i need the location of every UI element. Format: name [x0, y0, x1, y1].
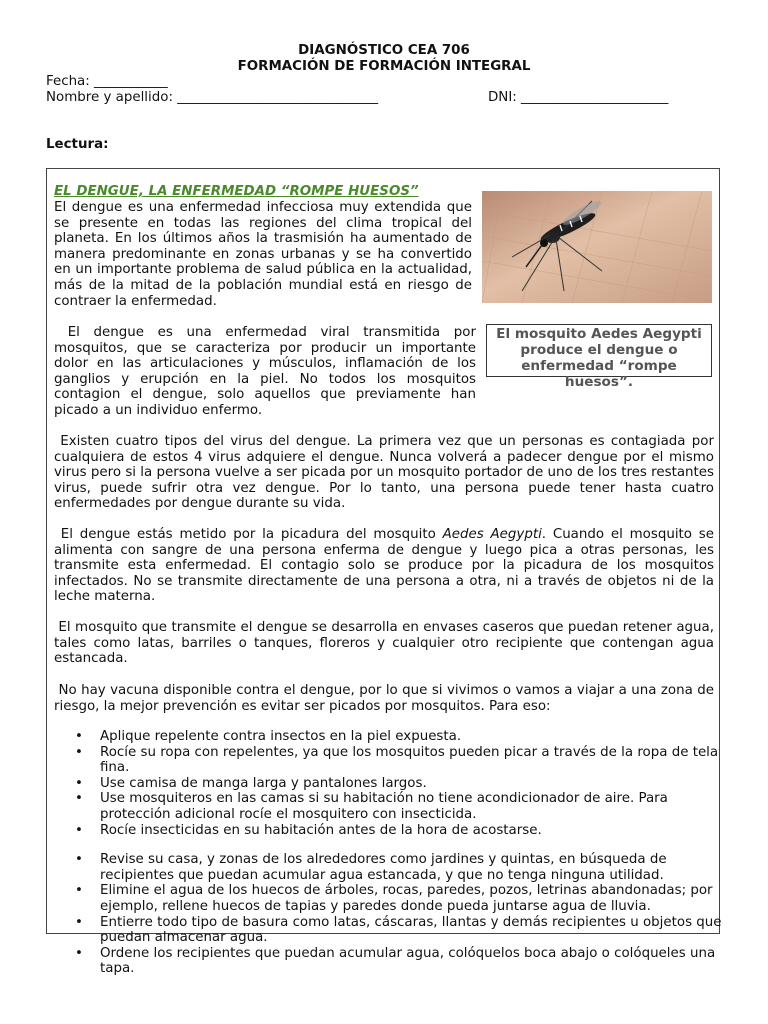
bullet-icon: •	[75, 775, 83, 791]
list-item: • Rocíe insecticidas en su habitación antes de la hora de acostarse.	[75, 822, 542, 838]
lectura-label: Lectura:	[46, 137, 109, 152]
nombre-field[interactable]: Nombre y apellido: ______________________________	[46, 90, 379, 105]
paragraph-1: El dengue es una enfermedad infecciosa muy extendida que se presente en todas las regiones del clima tropical del planeta. En los últimos años la trasmisión ha aumentado de manera predominante en zonas urbanas y se ha convertido en un importante problema de salud pública en la actualidad, más de la mitad de la población mundial está en riesgo de contraer la enfermedad.	[54, 200, 472, 309]
species-name: Aedes Aegypti	[442, 527, 542, 542]
bullet-icon: •	[75, 822, 83, 838]
mosquito-photo	[482, 191, 712, 303]
list-gap	[60, 838, 730, 852]
list-item: • Use camisa de manga larga y pantalones largos.	[75, 775, 427, 791]
dni-field[interactable]: DNI: ______________________	[488, 90, 669, 105]
bullet-icon: •	[75, 729, 83, 744]
bullet-icon: •	[75, 883, 83, 899]
bullet-icon: •	[75, 852, 83, 868]
list-item: • Use mosquiteros en las camas si su habitación no tiene acondicionador de aire. Para protección adicional rocíe el mosquitero con insecticida.	[75, 791, 668, 822]
paragraph-5: El mosquito que transmite el dengue se desarrolla en envases caseros que puedan retener agua, tales como latas, barriles o tanques, floreros y cualquier otro recipiente que contengan agua estancada.	[54, 620, 714, 667]
bullet-icon: •	[75, 791, 83, 807]
list-item: • Revise su casa, y zonas de los alrededores como jardines y quintas, en búsqueda de recipientes que puedan acumular agua estancada, y que no tenga ninguna utilidad.	[75, 852, 667, 883]
prevention-list	[60, 729, 730, 977]
paragraph-2: El dengue es una enfermedad viral transmitida por mosquitos, que se caracteriza por producir un importante dolor en las articulaciones y músculos, inflamación de los ganglios y erupción en la piel. No todos los mosquitos contagion el dengue, solo aquellos que previamente han picado a un individuo enfermo.	[54, 325, 476, 418]
document-subtitle: FORMACIÓN DE FORMACIÓN INTEGRAL	[237, 59, 531, 74]
paragraph-3: Existen cuatro tipos del virus del dengue. La primera vez que un personas es contagiada por cualquiera de estos 4 virus adquiere el dengue. Nunca volverá a padecer dengue por el mismo virus pero si la persona vuelve a ser picada por un mosquito portador de uno de los tres restantes virus, puede sufrir otra vez dengue. Por lo tanto, una persona puede tener hasta cuatro enfermedades por dengue durante su vida.	[54, 434, 714, 512]
bullet-icon: •	[75, 914, 83, 930]
bullet-icon: •	[75, 744, 83, 760]
list-item: • Ordene los recipientes que puedan acumular agua, colóquelos boca abajo o colóqueles una tapa.	[75, 945, 716, 977]
list-item: • Rocíe su ropa con repelentes, ya que los mosquitos pueden picar a través de la ropa de tela fina.	[75, 744, 719, 776]
bullet-icon: •	[75, 945, 83, 961]
paragraph-6: No hay vacuna disponible contra el dengue, por lo que si vivimos o vamos a viajar a una zona de riesgo, la mejor prevención es evitar ser picados por mosquitos. Para eso:	[54, 683, 714, 714]
list-item: • Aplique repelente contra insectos en la piel expuesta.	[75, 729, 462, 744]
photo-caption: El mosquito Aedes Aegypti produce el dengue o enfermedad “rompe huesos”.	[486, 324, 712, 377]
document-title: DIAGNÓSTICO CEA 706	[298, 43, 470, 58]
article-title: EL DENGUE, LA ENFERMEDAD “ROMPE HUESOS”	[54, 184, 419, 199]
list-item: • Entierre todo tipo de basura como latas, cáscaras, llantas y demás recipientes u objetos que puedan almacenar agua.	[75, 914, 722, 946]
fecha-field[interactable]: Fecha: ___________	[46, 74, 168, 89]
paragraph-4: El dengue estás metido por la picadura del mosquito Aedes Aegypti. Cuando el mosquito se alimenta con sangre de una persona enferma de dengue y luego pica a otras personas, les transmite esta enfermedad. El contagio solo se produce por la picadura de los mosquitos infectados. No se transmite directamente de una persona a otra, ni a través de objetos ni de la leche materna.	[54, 527, 714, 605]
list-item: • Elimine el agua de los huecos de árboles, rocas, paredes, pozos, letrinas abandonadas; por ejemplo, rellene huecos de tapias y paredes donde pueda juntarse agua de lluvia.	[75, 883, 713, 914]
